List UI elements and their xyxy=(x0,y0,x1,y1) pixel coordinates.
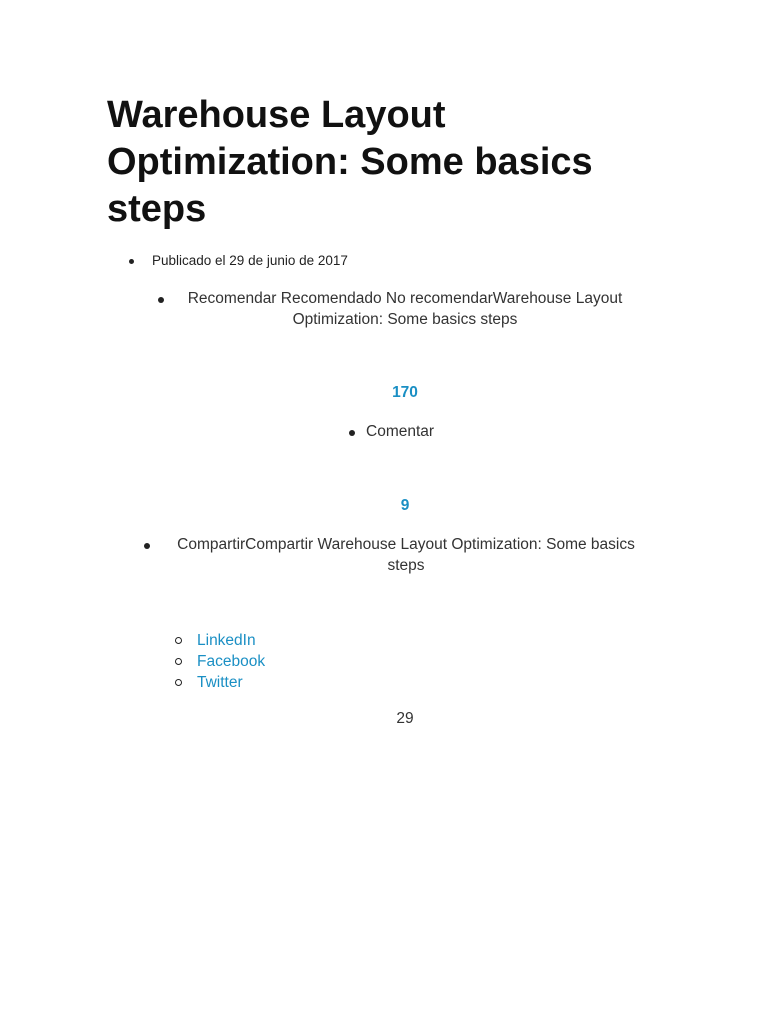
bullet-icon xyxy=(129,259,134,264)
linkedin-link[interactable]: LinkedIn xyxy=(197,632,256,649)
share-options-list xyxy=(173,630,265,693)
share-option-facebook xyxy=(173,651,265,672)
published-date: Publicado el 29 de junio de 2017 xyxy=(152,253,348,268)
comment-button[interactable]: Comentar xyxy=(366,423,435,440)
circle-bullet-icon xyxy=(175,679,182,686)
share-option-linkedin xyxy=(173,630,265,651)
bullet-icon xyxy=(158,297,164,303)
recommend-button[interactable]: Recomendar Recomendado No recomendarWarehouse Layout Optimization: Some basics steps xyxy=(187,290,623,328)
share-button[interactable]: CompartirCompartir Warehouse Layout Optimization: Some basics steps xyxy=(177,536,635,574)
article-title: Warehouse Layout Optimization: Some basics steps xyxy=(107,94,593,230)
facebook-link[interactable]: Facebook xyxy=(197,653,266,670)
page-number: 29 xyxy=(396,710,414,727)
bullet-icon xyxy=(349,430,355,436)
circle-bullet-icon xyxy=(175,658,182,665)
share-option-twitter xyxy=(173,672,265,693)
recommend-count[interactable]: 170 xyxy=(392,384,418,401)
comment-count[interactable]: 9 xyxy=(400,497,410,514)
twitter-link[interactable]: Twitter xyxy=(197,674,243,691)
circle-bullet-icon xyxy=(175,637,182,644)
bullet-icon xyxy=(144,543,150,549)
